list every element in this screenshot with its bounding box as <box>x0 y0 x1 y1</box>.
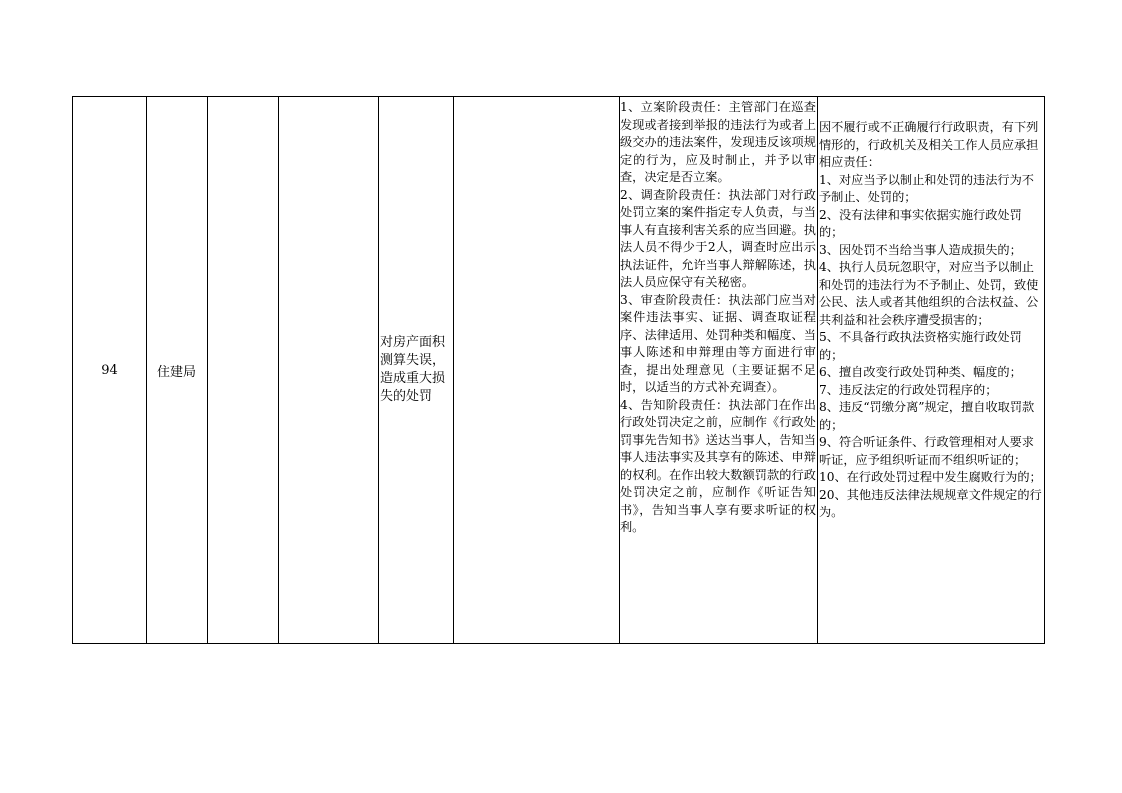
liability-paragraph: 5、不具备行政执法资格实施行政处罚的； <box>819 330 1022 362</box>
liability-cell <box>817 97 1044 643</box>
liability-paragraph: 9、符合听证条件、行政管理相对人要求听证，应予组织听证而不组织听证的； <box>819 435 1034 467</box>
empty-cell <box>278 97 378 643</box>
row-number-cell <box>73 97 146 643</box>
liability-paragraph: 4、执行人员玩忽职守，对应当予以制止和处罚的违法行为不予制止、处罚，致使公民、法人或者其他组织的合法权益、公共利益和社会秩序遭受损害的； <box>819 260 1039 327</box>
liability-paragraph: 3、因处罚不当给当事人造成损失的； <box>819 242 1022 257</box>
responsibility-paragraph: 1、立案阶段责任：主管部门在巡查发现或者接到举报的违法行为或者上级交办的违法案件，发现违反该项规定的行为，应及时制止，并予以审查，决定是否立案。 <box>620 100 816 184</box>
item-name: 对房产面积测算失误，造成重大损失的处罚 <box>380 335 446 404</box>
liability-paragraph: 1、对应当予以制止和处罚的违法行为不予制止、处罚的； <box>819 172 1034 204</box>
table-row <box>72 96 1045 644</box>
department-cell <box>146 97 207 643</box>
liability-paragraph: 2、没有法律和事实依据实施行政处罚的； <box>819 207 1022 239</box>
responsibility-cell <box>619 97 817 643</box>
empty-cell <box>207 97 278 643</box>
liability-paragraph: 6、擅自改变行政处罚种类、幅度的； <box>819 365 1022 379</box>
responsibility-paragraph: 3、审查阶段责任：执法部门应当对案件违法事实、证据、调查取证程序、法律适用、处罚种类和幅度、当事人陈述和申辩理由等方面进行审查，提出处理意见（主要证据不足时，以适当的方式补充调查）。 <box>620 292 816 394</box>
responsibility-text <box>620 99 816 643</box>
liability-paragraph: 因不履行或不正确履行行政职责，有下列情形的，行政机关及相关工作人员应承担相应责任： <box>819 120 1039 169</box>
empty-cell <box>453 97 619 643</box>
liability-paragraph: 8、违反“罚缴分离”规定，擅自收取罚款的； <box>819 400 1035 432</box>
responsibility-paragraph: 2、调查阶段责任：执法部门对行政处罚立案的案件指定专人负责，与当事人有直接利害关系的应当回避。执法人员不得少于2人，调查时应出示执法证件，允许当事人辩解陈述，执法人员应保守有关秘密。 <box>620 187 816 289</box>
department-name: 住建局 <box>156 364 196 380</box>
row-number: 94 <box>101 362 118 378</box>
liability-paragraph: 20、其他违反法律法规规章文件规定的行为。 <box>819 487 1042 519</box>
item-name-cell <box>378 97 453 643</box>
responsibility-paragraph: 4、告知阶段责任：执法部门在作出行政处罚决定之前，应制作《行政处罚事先告知书》送达当事人，告知当事人违法事实及其享有的陈述、申辩的权利。在作出较大数额罚款的行政处罚决定之前，应制作《听证告知书》，告知当事人享有要求听证的权利。 <box>620 397 816 534</box>
liability-text <box>819 119 1043 643</box>
liability-paragraph: 7、违反法定的行政处罚程序的； <box>819 382 998 397</box>
liability-paragraph: 10、在行政处罚过程中发生腐败行为的； <box>819 470 1042 484</box>
